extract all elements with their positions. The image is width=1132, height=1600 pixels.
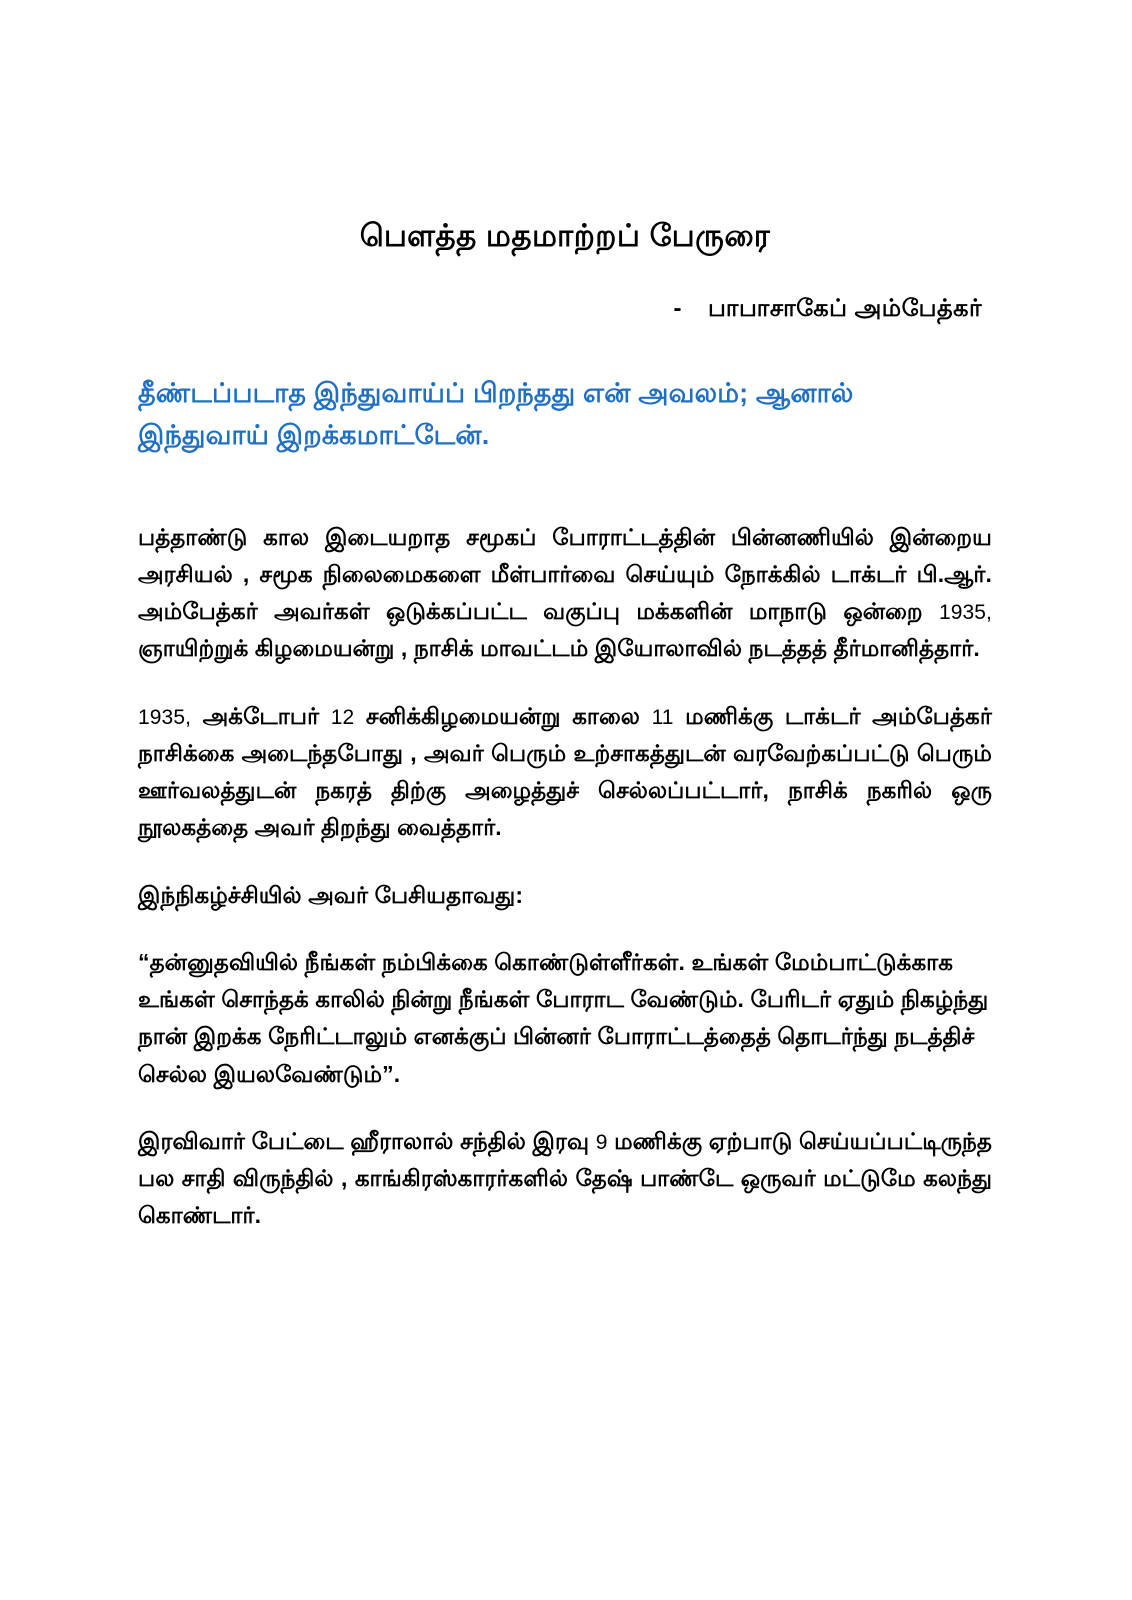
body-paragraphs: [138, 519, 992, 1235]
text-run: மணிக்கு ஏற்பாடு செய்யப்பட்டிருந்த பல சாதி விருந்தில் , காங்கிரஸ்காரர்களில் தேஷ் பாண்டே ஒருவர் மட்டுமே கலந்து கொண்டார்.: [138, 1127, 992, 1229]
paragraph-5: [138, 1123, 992, 1235]
paragraph-2: [138, 698, 992, 847]
paragraph-3: இந்நிகழ்ச்சியில் அவர் பேசியதாவது:: [138, 881, 524, 908]
text-run: அக்டோபர்: [191, 702, 331, 729]
year-value: 1935,: [938, 601, 992, 625]
text-run: சனிக்கிழமையன்று காலை: [354, 702, 652, 729]
text-run: இரவிவார் பேட்டை ஹீராலால் சந்தில் இரவு: [138, 1127, 596, 1154]
paragraph-1: [138, 519, 992, 668]
byline-dash: -: [673, 294, 683, 322]
year-value: 1935,: [138, 705, 192, 729]
day-value: 12: [330, 705, 355, 729]
byline-author: பாபாசாகேப் அம்பேத்கர்: [708, 294, 982, 322]
text-run: மணிக்கு டாக்டர் அம்பேத்கர் நாசிக்கை அடைந்தபோது , அவர் பெரும் உற்சாகத்துடன் வரவேற்கப்பட்டு பெரும் ஊர்வலத்துடன் நகரத் திற்கு அழைத்துச் செல்லப்பட்டார், நாசிக் நகரில் ஒரு நூலகத்தை அவர் திறந்து வைத்தார்.: [138, 702, 992, 841]
hour-value: 9: [595, 1130, 608, 1154]
highlight-quote: தீண்டப்படாத இந்துவாய்ப் பிறந்தது என் அவலம்; ஆனால் இந்துவாய் இறக்கமாட்டேன்.: [138, 377, 854, 450]
byline: [138, 295, 982, 325]
text-run: பத்தாண்டு கால இடையறாத சமூகப் போராட்டத்தின் பின்னணியில் இன்றைய அரசியல் , சமூக நிலைமைகளை மீள்பார்வை செய்யும் நோக்கில் டாக்டர் பி.ஆர். அம்பேத்கர் அவர்கள் ஒடுக்கப்பட்ட வகுப்பு மக்களின் மாநாடு ஒன்றை: [138, 523, 992, 625]
page-title: பௌத்த மதமாற்றப் பேருரை: [359, 218, 771, 253]
hour-value: 11: [651, 705, 674, 729]
paragraph-4-quote: “தன்னுதவியில் நீங்கள் நம்பிக்கை கொண்டுள்ளீர்கள். உங்கள் மேம்பாட்டுக்காக உங்கள் சொந்தக் காலில் நின்று நீங்கள் போராட வேண்டும். பேரிடர் ஏதும் நிகழ்ந்து நான் இறக்க நேரிட்டாலும் எனக்குப் பின்னர் போராட்டத்தைத் தொடர்ந்து நடத்திச் செல்ல இயலவேண்டும்”.: [138, 948, 989, 1087]
text-run: ஞாயிற்றுக் கிழமையன்று , நாசிக் மாவட்டம் இயோலாவில் நடத்தத் தீர்மானித்தார்.: [138, 635, 980, 662]
